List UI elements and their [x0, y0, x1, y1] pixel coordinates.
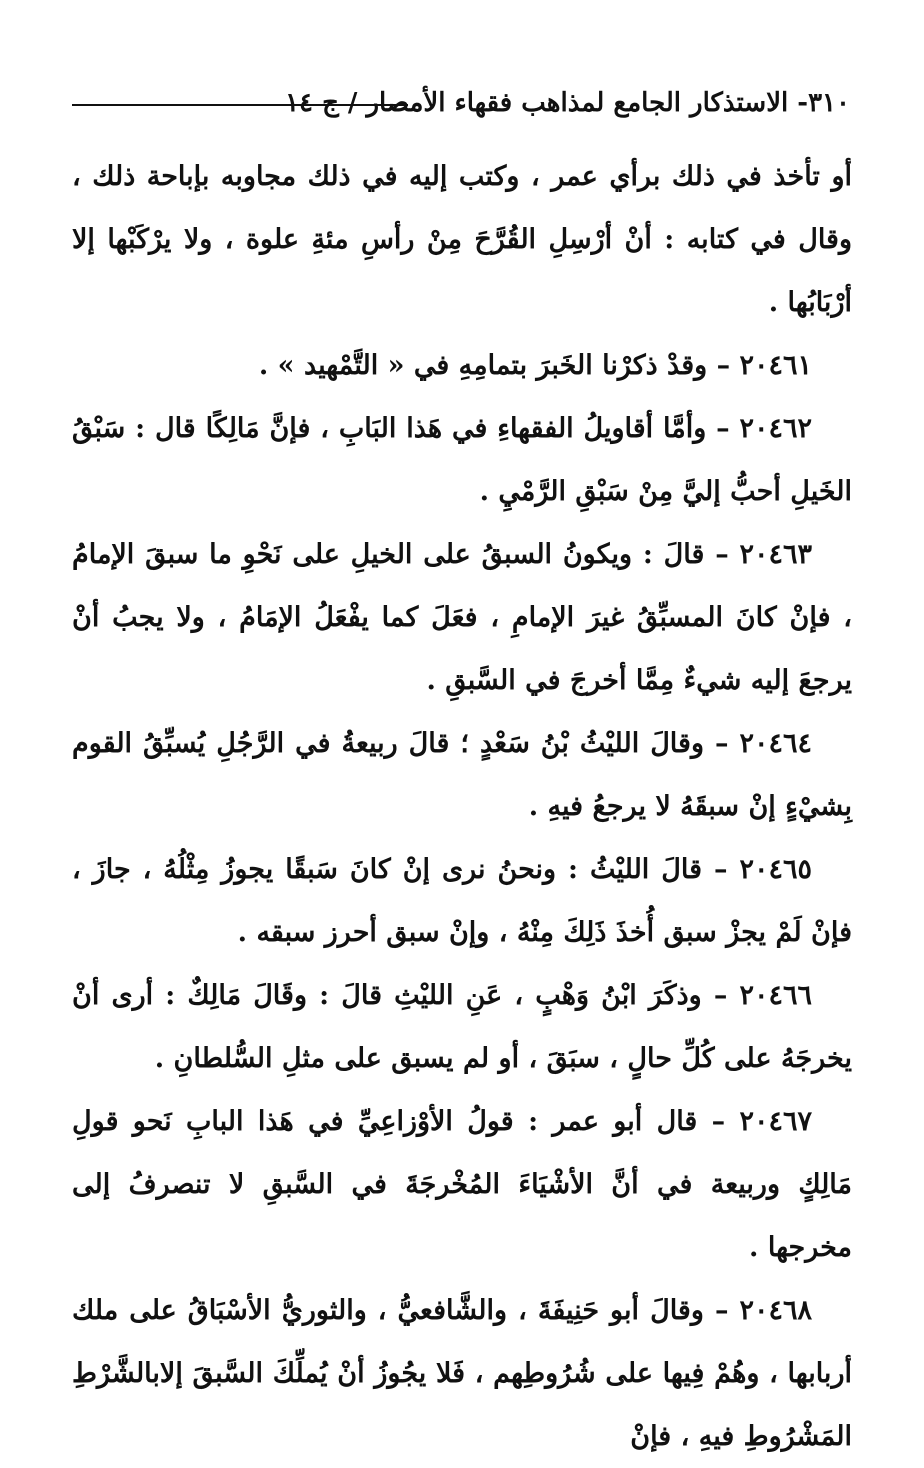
paragraph-20462 — [72, 397, 852, 523]
paragraph-separator: – — [711, 1106, 726, 1137]
paragraph-text: أو تأخذ في ذلك برأي عمر ، وكتب إليه في ذلك مجاوبه بإباحة ذلك ، وقال في كتابه : أنْ أرْسِلِ القُرَّحَ مِنْ رأسِ مئةِ علوة ، ولا يرْكَبْها إلا أرْبَابُها . — [72, 161, 852, 318]
paragraph-20461 — [72, 334, 852, 397]
paragraph-separator: – — [716, 350, 731, 381]
paragraph-separator: – — [714, 854, 728, 885]
paragraph-20465 — [72, 838, 852, 964]
paragraph-lead: قال أبو عمر : — [528, 1106, 698, 1137]
paragraph-separator: – — [715, 539, 729, 570]
paragraph-text: وأمَّا أقاويلُ الفقهاءِ في هَذا البَابِ ، فإنَّ مَالِكًا قال : سَبْقُ الخَيلِ أحبُّ إليَّ مِنْ سَبْقِ الرَّمْيِ . — [72, 413, 852, 507]
paragraph-text: قالَ الليْثُ : ونحنُ نرى إنْ كانَ سَبقًا يجوزُ مِثْلُهُ ، جازَ ، فإنْ لَمْ يجزْ سبق أُخذَ ذَلِكَ مِنْهُ ، وإنْ سبق أحرز سبقه . — [72, 854, 852, 948]
paragraph-number: ٢٠٤٦٣ — [739, 539, 812, 570]
paragraph-20464 — [72, 712, 852, 838]
paragraph-20463 — [72, 523, 852, 712]
paragraph-separator: – — [713, 980, 728, 1011]
paragraph-text: وذكَرَ ابْنُ وَهْبٍ ، عَنِ الليْثِ قالَ : وقَالَ مَالِكٌ : أرى أنْ يخرجَهُ على كُلِّ حالٍ ، سبَقَ ، أو لم يسبق على مثلِ السُّلطانِ . — [72, 980, 852, 1074]
paragraph-text: قولُ الأوْزاعِيِّ في هَذا البابِ نَحو قولِ مَالِكٍ وربيعة في أنَّ الأشْيَاءَ المُخْرجَةَ في السَّبقِ لا تنصرفُ إلى مخرجها . — [72, 1106, 852, 1263]
paragraph-20466 — [72, 964, 852, 1090]
paragraph-separator: – — [714, 1295, 729, 1326]
paragraph-20467 — [72, 1090, 852, 1279]
paragraph-number: ٢٠٤٦٧ — [739, 1106, 813, 1137]
body-text — [72, 145, 852, 1468]
paragraph-separator: – — [716, 413, 730, 444]
paragraph-text: وقالَ أبو حَنِيفَةَ ، والشَّافعيُّ ، والثوريُّ الأسْبَاقُ على ملك أربابها ، وهُمْ فِيها على شُرُوطِهم ، فَلا يجُوزُ أنْ يُملِّكَ السَّبقَ إلابالشَّرْطِ المَشْرُوطِ فيهِ ، فإنْ — [72, 1295, 852, 1452]
paragraph-text: وقدْ ذكرْنا الخَبرَ بتمامِهِ في « التَّمْهيد » . — [258, 350, 708, 381]
paragraph-number: ٢٠٤٦٢ — [739, 413, 812, 444]
header-rule — [72, 104, 408, 106]
paragraph-number: ٢٠٤٦٨ — [739, 1295, 813, 1326]
paragraph-20468 — [72, 1279, 852, 1468]
paragraph-number: ٢٠٤٦٦ — [739, 980, 812, 1011]
running-header: ٣١٠- الاستذكار الجامع لمذاهب فقهاء الأمصار / ج ١٤ — [285, 88, 850, 118]
paragraph-text: قالَ : ويكونُ السبقُ على الخيلِ على نَحْوِ ما سبقَ الإمامُ ، فإنْ كانَ المسبِّقُ غيرَ الإمامِ ، فعَلَ كما يفْعَلُ الإمَامُ ، ولا يجبُ أنْ يرجعَ إليه شيءٌ مِمَّا أخرجَ في السَّبقِ . — [72, 539, 852, 696]
paragraph-number: ٢٠٤٦٤ — [739, 728, 812, 759]
paragraph-separator: – — [714, 728, 729, 759]
paragraph-number: ٢٠٤٦١ — [739, 350, 812, 381]
paragraph-number: ٢٠٤٦٥ — [739, 854, 813, 885]
paragraph-continuation — [72, 145, 852, 334]
paragraph-text: وقالَ الليْثُ بْنُ سَعْدٍ ؛ قالَ ربيعةُ في الرَّجُلِ يُسبِّقُ القوم بِشيْءٍ إنْ سبقَهُ لا يرجعُ فيهِ . — [72, 728, 852, 822]
